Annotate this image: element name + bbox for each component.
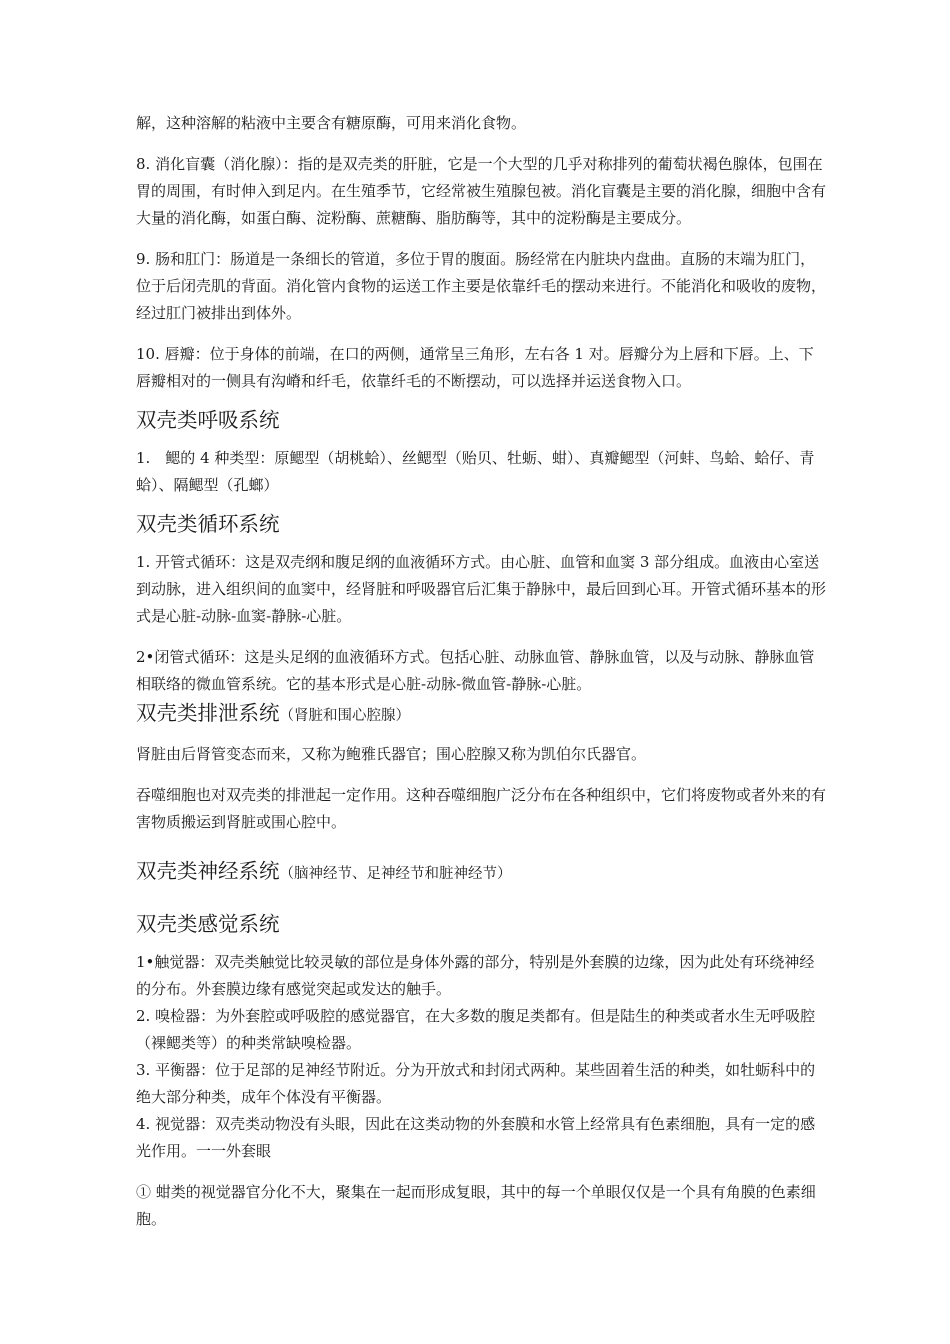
heading-nervous — [136, 856, 826, 889]
paragraph-gill-types: 1. 鳃的 4 种类型：原鳃型（胡桃蛤）、丝鳃型（贻贝、牡蛎、蚶）、真瓣鳃型（河蚌、鸟蛤、蛤仔、青蛤）、隔鳃型（孔螂） — [136, 449, 815, 494]
paragraph-statocyst: 3. 平衡器：位于足部的足神经节附近。分为开放式和封闭式两种。某些固着生活的种类，如牡蛎科中的绝大部分种类，成年个体没有平衡器。 — [136, 1061, 816, 1106]
heading-nervous-title: 双壳类神经系统 — [136, 859, 280, 883]
paragraph-tactile: 1•触觉器：双壳类触觉比较灵敏的部位是身体外露的部分，特别是外套膜的边缘，因为此处有环绕神经的分布。外套膜边缘有感觉突起或发达的触手。 — [136, 953, 815, 998]
heading-circulatory: 双壳类循环系统 — [136, 512, 280, 536]
heading-excretory-title: 双壳类排泄系统 — [136, 701, 280, 725]
paragraph-labial-palps: 10. 唇瓣：位于身体的前端，在口的两侧，通常呈三角形，左右各 1 对。唇瓣分为上唇和下唇。上、下唇瓣相对的一侧具有沟嵴和纤毛，依靠纤毛的不断摆动，可以选择并运送食物入口。 — [136, 345, 814, 390]
heading-respiratory: 双壳类呼吸系统 — [136, 408, 280, 432]
paragraph-digestive-gland: 8. 消化盲囊（消化腺）：指的是双壳类的肝脏，它是一个大型的几乎对称排列的葡萄状褐色腺体，包围在胃的周围，有时伸入到足内。在生殖季节，它经常被生殖腺包被。消化盲囊是主要的消化腺，细胞中含有大量的消化酶，如蛋白酶、淀粉酶、蔗糖酶、脂肪酶等，其中的淀粉酶是主要成分。 — [136, 155, 827, 227]
paragraph-open-circulation: 1. 开管式循环：这是双壳纲和腹足纲的血液循环方式。由心脏、血管和血窦 3 部分组成。血液由心室送到动脉，进入组织间的血窦中，经肾脏和呼吸器官后汇集于静脉中，最后回到心耳。开管式循环基本的形式是心脏-动脉-血窦-静脉-心脏。 — [136, 553, 827, 625]
heading-excretory — [136, 698, 826, 731]
heading-nervous-subtitle: （脑神经节、足神经节和脏神经节） — [279, 866, 512, 882]
paragraph-closed-circulation: 2•闭管式循环：这是头足纲的血液循环方式。包括心脏、动脉血管、静脉血管，以及与动脉、静脉血管相联络的微血管系统。它的基本形式是心脏-动脉-微血管-静脉-心脏。 — [136, 648, 815, 693]
paragraph-visual: 4. 视觉器：双壳类动物没有头眼，因此在这类动物的外套膜和水管上经常具有色素细胞，具有一定的感光作用。一一外套眼 — [136, 1115, 816, 1160]
heading-sensory: 双壳类感觉系统 — [136, 912, 280, 936]
document-body — [136, 110, 826, 1233]
paragraph-osphradium: 2. 嗅检器：为外套腔或呼吸腔的感觉器官，在大多数的腹足类都有。但是陆生的种类或者水生无呼吸腔（裸鳃类等）的种类常缺嗅检器。 — [136, 1007, 816, 1052]
paragraph-intestine-anus: 9. 肠和肛门：肠道是一条细长的管道，多位于胃的腹面。肠经常在内脏块内盘曲。直肠的末端为肛门，位于后闭壳肌的背面。消化管内食物的运送工作主要是依靠纤毛的摆动来进行。不能消化和吸收的废物，经过肛门被排出到体外。 — [136, 250, 827, 322]
paragraph-intro: 解，这种溶解的粘液中主要含有糖原酶，可用来消化食物。 — [136, 114, 527, 132]
heading-excretory-subtitle: （肾脏和围心腔腺） — [279, 708, 410, 724]
paragraph-kidney: 肾脏由后肾管变态而来，又称为鲍雅氏器官；围心腔腺又称为凯伯尔氏器官。 — [136, 745, 647, 763]
paragraph-ark-clam-eyes: ① 蚶类的视觉器官分化不大，聚集在一起而形成复眼，其中的每一个单眼仅仅是一个具有角膜的色素细胞。 — [136, 1183, 816, 1228]
paragraph-phagocytes: 吞噬细胞也对双壳类的排泄起一定作用。这种吞噬细胞广泛分布在各种组织中，它们将废物或者外来的有害物质搬运到肾脏或围心腔中。 — [136, 786, 827, 831]
